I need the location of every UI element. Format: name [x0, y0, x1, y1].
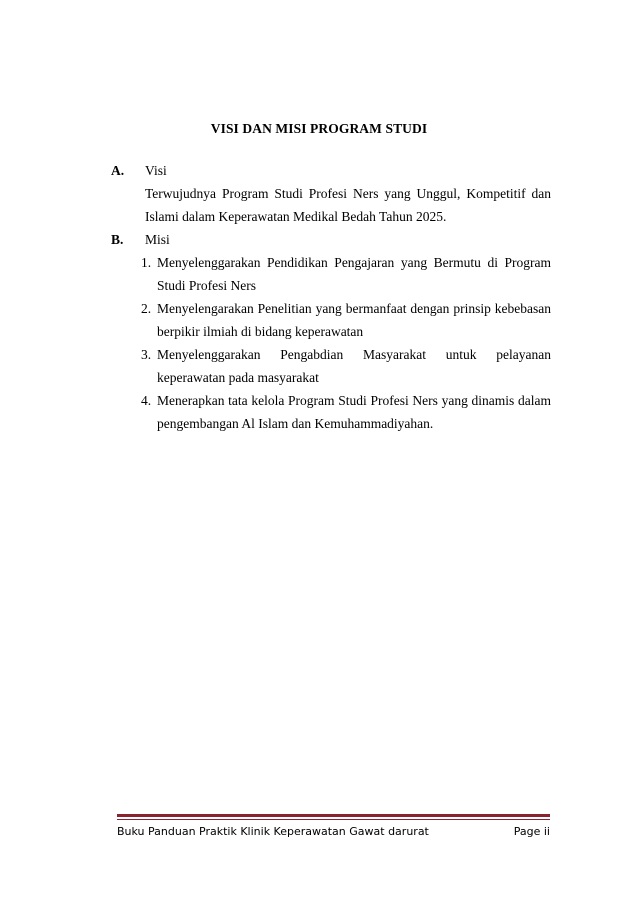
list-item-number: 2. — [141, 301, 152, 316]
footer-book-title: Buku Panduan Praktik Klinik Keperawatan Gawat darurat — [117, 825, 429, 838]
list-item-text: Menyelenggarakan Pengabdian Masyarakat untuk pelayanan keperawatan pada masyarakat — [157, 347, 551, 385]
list-item-number: 3. — [141, 347, 152, 362]
list-item-number: 1. — [141, 255, 152, 270]
misi-section — [111, 228, 551, 435]
misi-letter: B. — [111, 232, 124, 247]
footer-divider-thick — [117, 814, 550, 817]
visi-text: Terwujudnya Program Studi Profesi Ners yang Unggul, Kompetitif dan Islami dalam Keperawatan Medikal Bedah Tahun 2025. — [145, 186, 551, 224]
footer-divider-thin — [117, 819, 550, 820]
page-footer — [117, 825, 550, 838]
visi-heading-row — [111, 159, 551, 182]
footer-page-number: Page ii — [513, 825, 550, 838]
visi-letter: A. — [111, 163, 125, 178]
misi-heading-row — [111, 228, 551, 251]
page-title: VISI DAN MISI PROGRAM STUDI — [210, 121, 428, 136]
misi-list — [111, 251, 551, 435]
list-item-number: 4. — [141, 393, 152, 408]
list-item-text: Menyelenggarakan Pendidikan Pengajaran yang Bermutu di Program Studi Profesi Ners — [157, 255, 551, 293]
misi-heading: Misi — [145, 232, 170, 247]
list-item-text: Menerapkan tata kelola Program Studi Profesi Ners yang dinamis dalam pengembangan Al Islam dan Kemuhammadiyahan. — [157, 393, 551, 431]
list-item — [141, 343, 551, 389]
list-item — [141, 251, 551, 297]
visi-section — [111, 159, 551, 228]
visi-heading: Visi — [145, 163, 167, 178]
list-item — [141, 297, 551, 343]
list-item — [141, 389, 551, 435]
list-item-text: Menyelengarakan Penelitian yang bermanfaat dengan prinsip kebebasan berpikir ilmiah di bidang keperawatan — [157, 301, 551, 339]
